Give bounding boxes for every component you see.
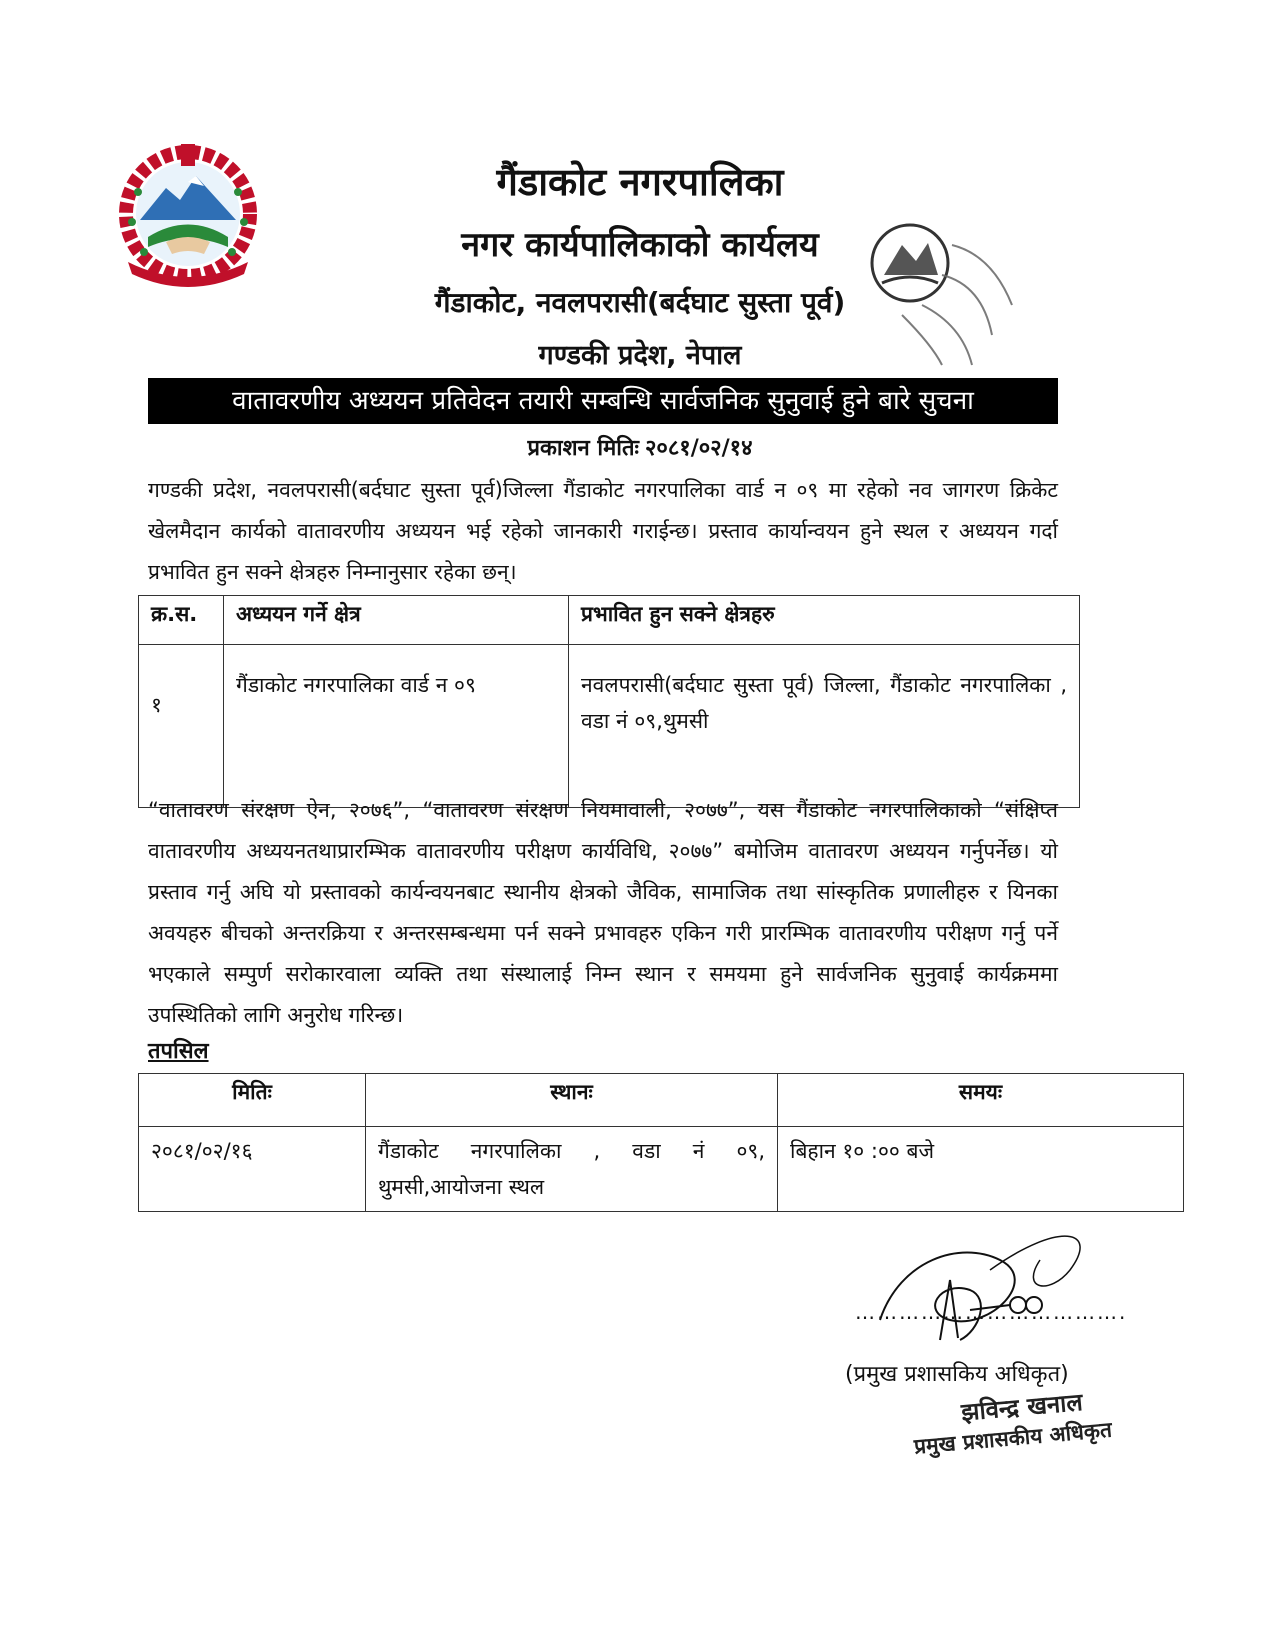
cell-sn: १ [139, 645, 224, 808]
cell-date: २०८१/०२/१६ [139, 1127, 366, 1212]
intro-paragraph: गण्डकी प्रदेश, नवलपरासी(बर्दघाट सुस्ता पूर्व)जिल्ला गैंडाकोट नगरपालिका वार्ड न ०९ मा रहेको नव जागरण क्रिकेट खेलमैदान कार्यको वातावरणीय अध्ययन भई रहेको जानकारी गराईन्छ। प्रस्ताव कार्यान्वयन हुने स्थल र अध्ययन गर्दा प्रभावित हुन सक्ने क्षेत्रहरु निम्नानुसार रहेका छन्। [148, 478, 1058, 584]
table-row [139, 645, 1080, 808]
table-header-row [139, 1074, 1184, 1127]
signatory-role: प्रमुख प्रशासकीय अधिकृत [913, 1417, 1113, 1459]
col-affected-area: प्रभावित हुन सक्ने क्षेत्रहरु [569, 596, 1080, 645]
signature-line: ………………………………. [855, 1300, 1128, 1324]
province-country: गण्डकी प्रदेश, नेपाल [538, 340, 742, 371]
details-heading: तपसिल [148, 1039, 209, 1064]
notice-title-banner: वातावरणीय अध्ययन प्रतिवेदन तयारी सम्बन्धि सार्वजनिक सुनुवाई हुने बारे सुचना [148, 378, 1058, 424]
cell-study-area: गैंडाकोट नगरपालिका वार्ड न ०९ [224, 645, 569, 808]
request-paragraph: “वातावरण संरक्षण ऐन, २०७६”, “वातावरण संरक्षण नियमावाली, २०७७”, यस गैंडाकोट नगरपालिकाको “संक्षिप्त वातावरणीय अध्ययनतथाप्रारम्भिक वातावरणीय परीक्षण कार्यविधि, २०७७” बमोजिम वातावरण अध्ययन गर्नुपर्नेछ। यो प्रस्ताव गर्नु अघि यो प्रस्तावको कार्यन्वयनबाट स्थानीय क्षेत्रको जैविक, सामाजिक तथा सांस्कृतिक प्रणालीहरु र यिनका अवयहरु बीचको अन्तरक्रिया र अन्तरसम्बन्धमा पर्न सक्ने प्रभावहरु एकिन गरी प्रारम्भिक वातावरणीय परीक्षण गर्नु पर्ने भएकाले सम्पुर्ण सरोकारवाला व्यक्ति तथा संस्थालाई निम्न स्थान र समयमा हुने सार्वजनिक सुनुवाई कार्यक्रममा उपस्थितिको लागि अनुरोध गरिन्छ। [148, 798, 1058, 1027]
hearing-schedule-table [138, 1073, 1184, 1212]
municipality-name: गैंडाकोट नगरपालिका [496, 160, 784, 204]
office-seal-icon [862, 215, 1032, 375]
affected-area-table [138, 595, 1080, 808]
publication-date [300, 432, 980, 462]
col-time: समयः [778, 1074, 1184, 1127]
cell-time: बिहान १० :०० बजे [778, 1127, 1184, 1212]
signatory-designation: (प्रमुख प्रशासकिय अधिकृत) [845, 1362, 1069, 1387]
cell-venue: गैंडाकोट नगरपालिका , वडा नं ०९, थुमसी,आयोजना स्थल [366, 1127, 778, 1212]
signatory-stamp [910, 1377, 1174, 1460]
table-header-row [139, 596, 1080, 645]
col-study-area: अध्ययन गर्ने क्षेत्र [224, 596, 569, 645]
signatory-name: झविन्द्र खनाल [960, 1388, 1084, 1427]
table-row [139, 1127, 1184, 1212]
col-sn: क्र.स. [139, 596, 224, 645]
office-address: गैंडाकोट, नवलपरासी(बर्दघाट सुस्ता पूर्व) [434, 286, 846, 319]
nepal-emblem-icon [108, 142, 268, 292]
office-name: नगर कार्यपालिकाको कार्यलय [461, 225, 819, 265]
publication-date-value: २०८१/०२/१४ [644, 436, 753, 461]
col-venue: स्थानः [366, 1074, 778, 1127]
cell-affected-area: नवलपरासी(बर्दघाट सुस्ता पूर्व) जिल्ला, गैंडाकोट नगरपालिका , वडा नं ०९,थुमसी [569, 645, 1080, 808]
publication-date-label: प्रकाशन मितिः [527, 436, 639, 461]
col-date: मितिः [139, 1074, 366, 1127]
